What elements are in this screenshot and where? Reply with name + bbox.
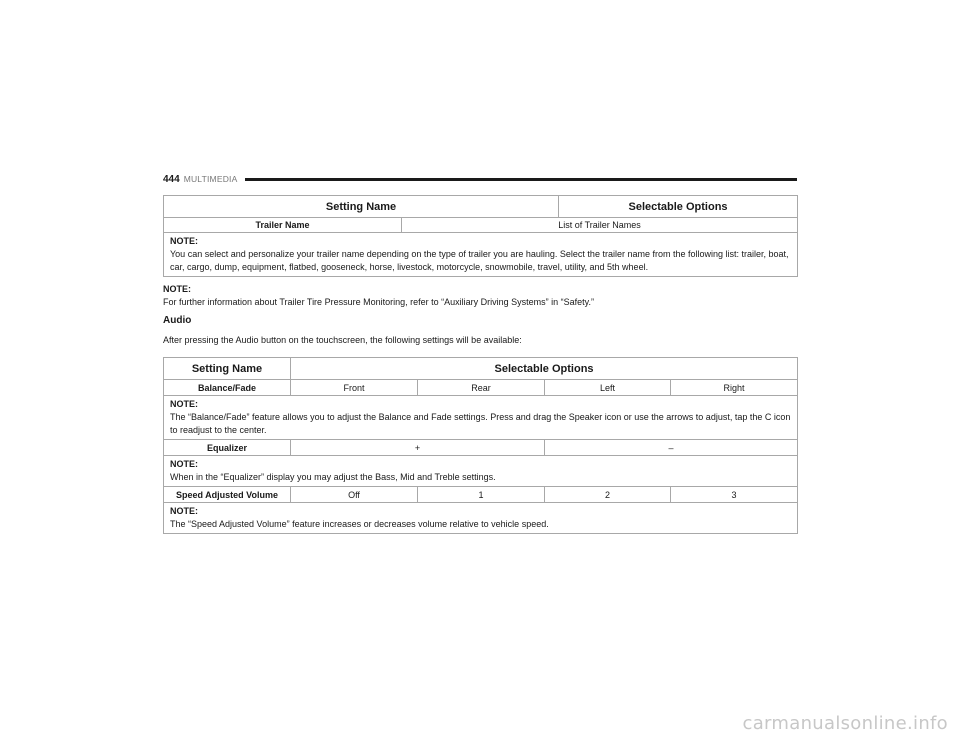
table-note-row — [164, 396, 798, 440]
option-plus: + — [291, 440, 545, 456]
option-left: Left — [545, 380, 671, 396]
trailer-settings-table — [163, 195, 798, 277]
note-text: The “Speed Adjusted Volume” feature increases or decreases volume relative to vehicle speed. — [170, 519, 549, 529]
tpms-note — [163, 283, 797, 309]
table-header-row — [164, 358, 798, 380]
note-title: NOTE: — [170, 236, 198, 246]
table-note-row — [164, 456, 798, 487]
page-number: 444 — [163, 173, 180, 185]
table-note-row — [164, 503, 798, 534]
option-2: 2 — [545, 487, 671, 503]
page-header — [163, 172, 797, 186]
table-note-row — [164, 233, 798, 277]
setting-equalizer: Equalizer — [164, 440, 291, 456]
option-minus: – — [545, 440, 798, 456]
option-front: Front — [291, 380, 418, 396]
table-row — [164, 218, 798, 233]
note-text: The “Balance/Fade” feature allows you to adjust the Balance and Fade settings. Press and drag the Speaker icon or use the arrows to adjust, tap the C icon to readjust to the center. — [170, 412, 791, 435]
speed-volume-note — [164, 503, 798, 534]
watermark: carmanualsonline.info — [742, 713, 948, 734]
audio-settings-table — [163, 357, 798, 534]
note-title: NOTE: — [170, 399, 198, 409]
setting-trailer-name: Trailer Name — [164, 218, 402, 233]
header-setting-name: Setting Name — [164, 196, 559, 218]
note-text: When in the “Equalizer” display you may adjust the Bass, Mid and Treble settings. — [170, 472, 496, 482]
header-selectable-options: Selectable Options — [291, 358, 798, 380]
header-rule — [245, 178, 797, 181]
trailer-note — [164, 233, 798, 277]
header-setting-name: Setting Name — [164, 358, 291, 380]
note-title: NOTE: — [170, 506, 198, 516]
setting-balance-fade: Balance/Fade — [164, 380, 291, 396]
table-row — [164, 440, 798, 456]
note-title: NOTE: — [163, 284, 191, 294]
note-title: NOTE: — [170, 459, 198, 469]
balance-fade-note — [164, 396, 798, 440]
equalizer-note — [164, 456, 798, 487]
header-selectable-options: Selectable Options — [559, 196, 798, 218]
table-row — [164, 487, 798, 503]
section-name: MULTIMEDIA — [183, 174, 238, 184]
note-text: You can select and personalize your trailer name depending on the type of trailer you are hauling. Select the trailer name from the following list: trailer, boat, car, cargo, dump, equipment, flatbed, gooseneck, horse, livestock, motorcycle, snowmobile, travel, utility, and 5th wheel. — [170, 249, 789, 272]
setting-speed-adjusted-volume: Speed Adjusted Volume — [164, 487, 291, 503]
option-1: 1 — [418, 487, 545, 503]
table-row — [164, 380, 798, 396]
audio-heading: Audio — [163, 315, 192, 326]
option-3: 3 — [671, 487, 798, 503]
option-rear: Rear — [418, 380, 545, 396]
audio-intro: After pressing the Audio button on the touchscreen, the following settings will be available: — [163, 335, 522, 345]
option-right: Right — [671, 380, 798, 396]
note-text: For further information about Trailer Tire Pressure Monitoring, refer to “Auxiliary Driving Systems” in “Safety.” — [163, 297, 594, 307]
table-header-row — [164, 196, 798, 218]
option-trailer-names: List of Trailer Names — [402, 218, 798, 233]
option-off: Off — [291, 487, 418, 503]
